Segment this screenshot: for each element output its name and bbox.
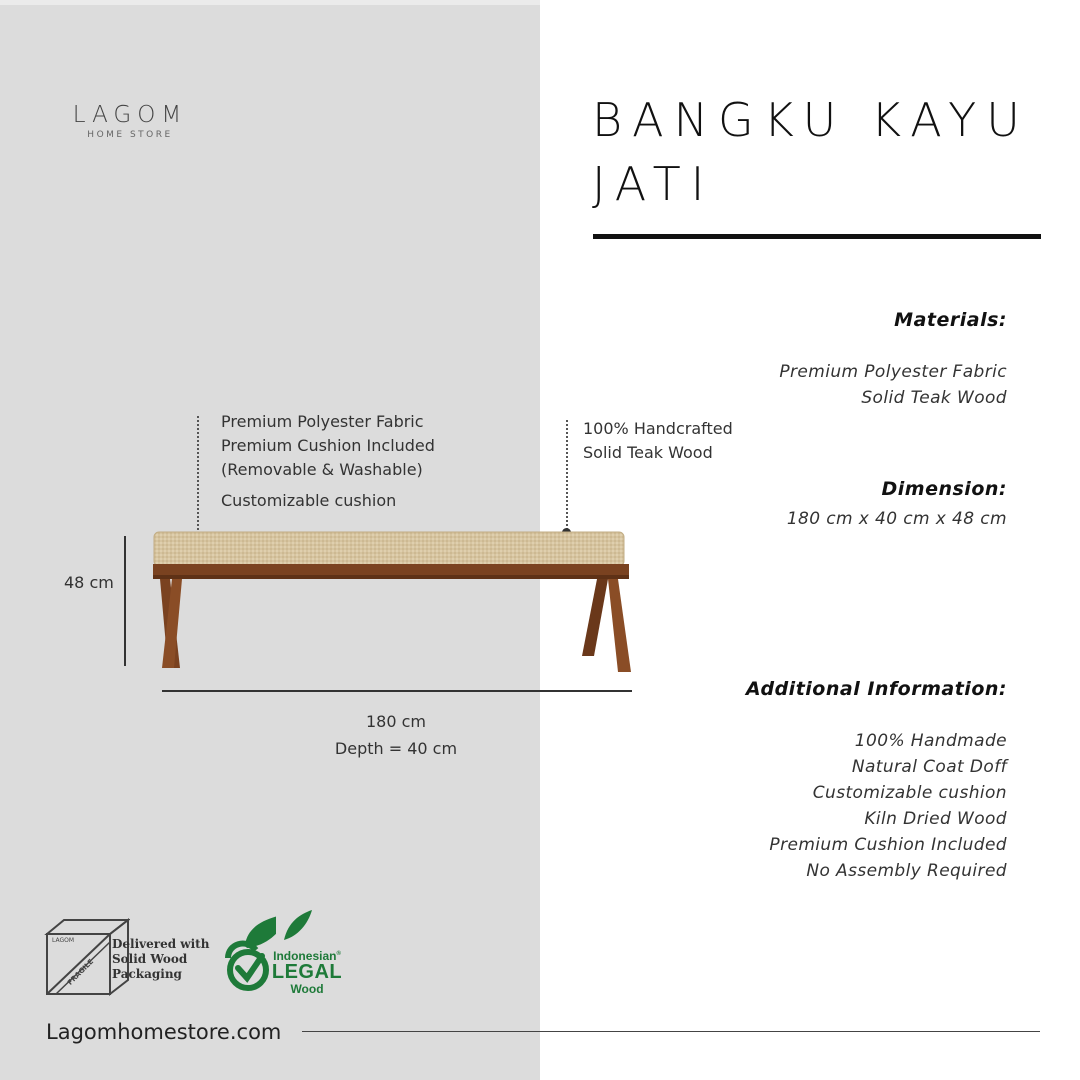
legal-wood-line-2: LEGAL <box>271 961 343 983</box>
brand-name: LAGOM <box>72 102 188 128</box>
brand-tagline: HOME STORE <box>87 130 173 140</box>
legal-registered-mark: ® <box>336 951 341 957</box>
materials-section <box>779 309 1007 411</box>
wood-callout-line: Solid Teak Wood <box>583 443 713 462</box>
wood-callout <box>583 417 733 465</box>
cushion-callout-line: Premium Cushion Included <box>221 436 435 455</box>
width-measure-line <box>162 690 632 692</box>
bench-leg-right-front <box>608 579 631 672</box>
width-label: 180 cm <box>365 712 426 731</box>
additional-info-item: Customizable cushion <box>812 783 1007 803</box>
bench-leg-right-back <box>582 579 608 656</box>
additional-info-section <box>746 678 1007 884</box>
bench-frame-edge <box>153 575 629 579</box>
dimension-heading: Dimension: <box>881 478 1007 500</box>
width-depth-labels <box>296 708 496 762</box>
additional-info-heading: Additional Information: <box>745 678 1007 700</box>
additional-info-item: No Assembly Required <box>806 861 1007 881</box>
footer-divider <box>302 1031 1040 1032</box>
height-measure-line <box>124 536 126 666</box>
cushion-callout <box>221 410 435 513</box>
depth-label: Depth = 40 cm <box>334 739 458 758</box>
dimension-value: 180 cm x 40 cm x 48 cm <box>786 509 1007 529</box>
product-title <box>592 88 1042 216</box>
bench-illustration <box>150 528 635 678</box>
cushion-callout-line: (Removable & Washable) <box>221 460 423 479</box>
cushion-callout-line: Customizable cushion <box>221 491 397 510</box>
packaging-badge-text <box>112 937 209 982</box>
website-link[interactable]: Lagomhomestore.com <box>46 1020 282 1044</box>
bench-cushion <box>154 532 624 566</box>
title-divider <box>593 234 1041 239</box>
cushion-leader-line <box>197 416 199 538</box>
dimension-section <box>787 478 1007 532</box>
brand-logo[interactable] <box>60 102 200 140</box>
materials-heading: Materials: <box>894 309 1007 331</box>
legal-wood-text <box>268 947 346 996</box>
packaging-badge-line: Delivered with <box>112 937 210 951</box>
height-label: 48 cm <box>64 573 114 592</box>
product-title-line2: JATI <box>592 157 715 211</box>
product-title-line1: BANGKU KAYU <box>592 93 1030 147</box>
additional-info-item: Natural Coat Doff <box>851 757 1007 777</box>
additional-info-item: Premium Cushion Included <box>769 835 1007 855</box>
additional-info-item: 100% Handmade <box>854 731 1007 751</box>
cushion-callout-line: Premium Polyester Fabric <box>221 412 424 431</box>
packaging-fragile-label: FRAGILE <box>66 957 96 987</box>
legal-wood-line-3: Wood <box>290 982 324 996</box>
packaging-box-brand: LAGOM <box>52 937 75 944</box>
packaging-badge-line: Packaging <box>112 967 182 981</box>
wood-leader-line <box>566 420 568 530</box>
legal-wood-line-1: Indonesian® <box>273 949 341 963</box>
materials-item: Solid Teak Wood <box>861 388 1007 408</box>
wood-callout-line: 100% Handcrafted <box>583 419 733 438</box>
packaging-badge-line: Solid Wood <box>112 952 188 966</box>
legal-wood-leaf-top <box>284 910 314 942</box>
materials-item: Premium Polyester Fabric <box>779 362 1007 382</box>
additional-info-item: Kiln Dried Wood <box>864 809 1007 829</box>
